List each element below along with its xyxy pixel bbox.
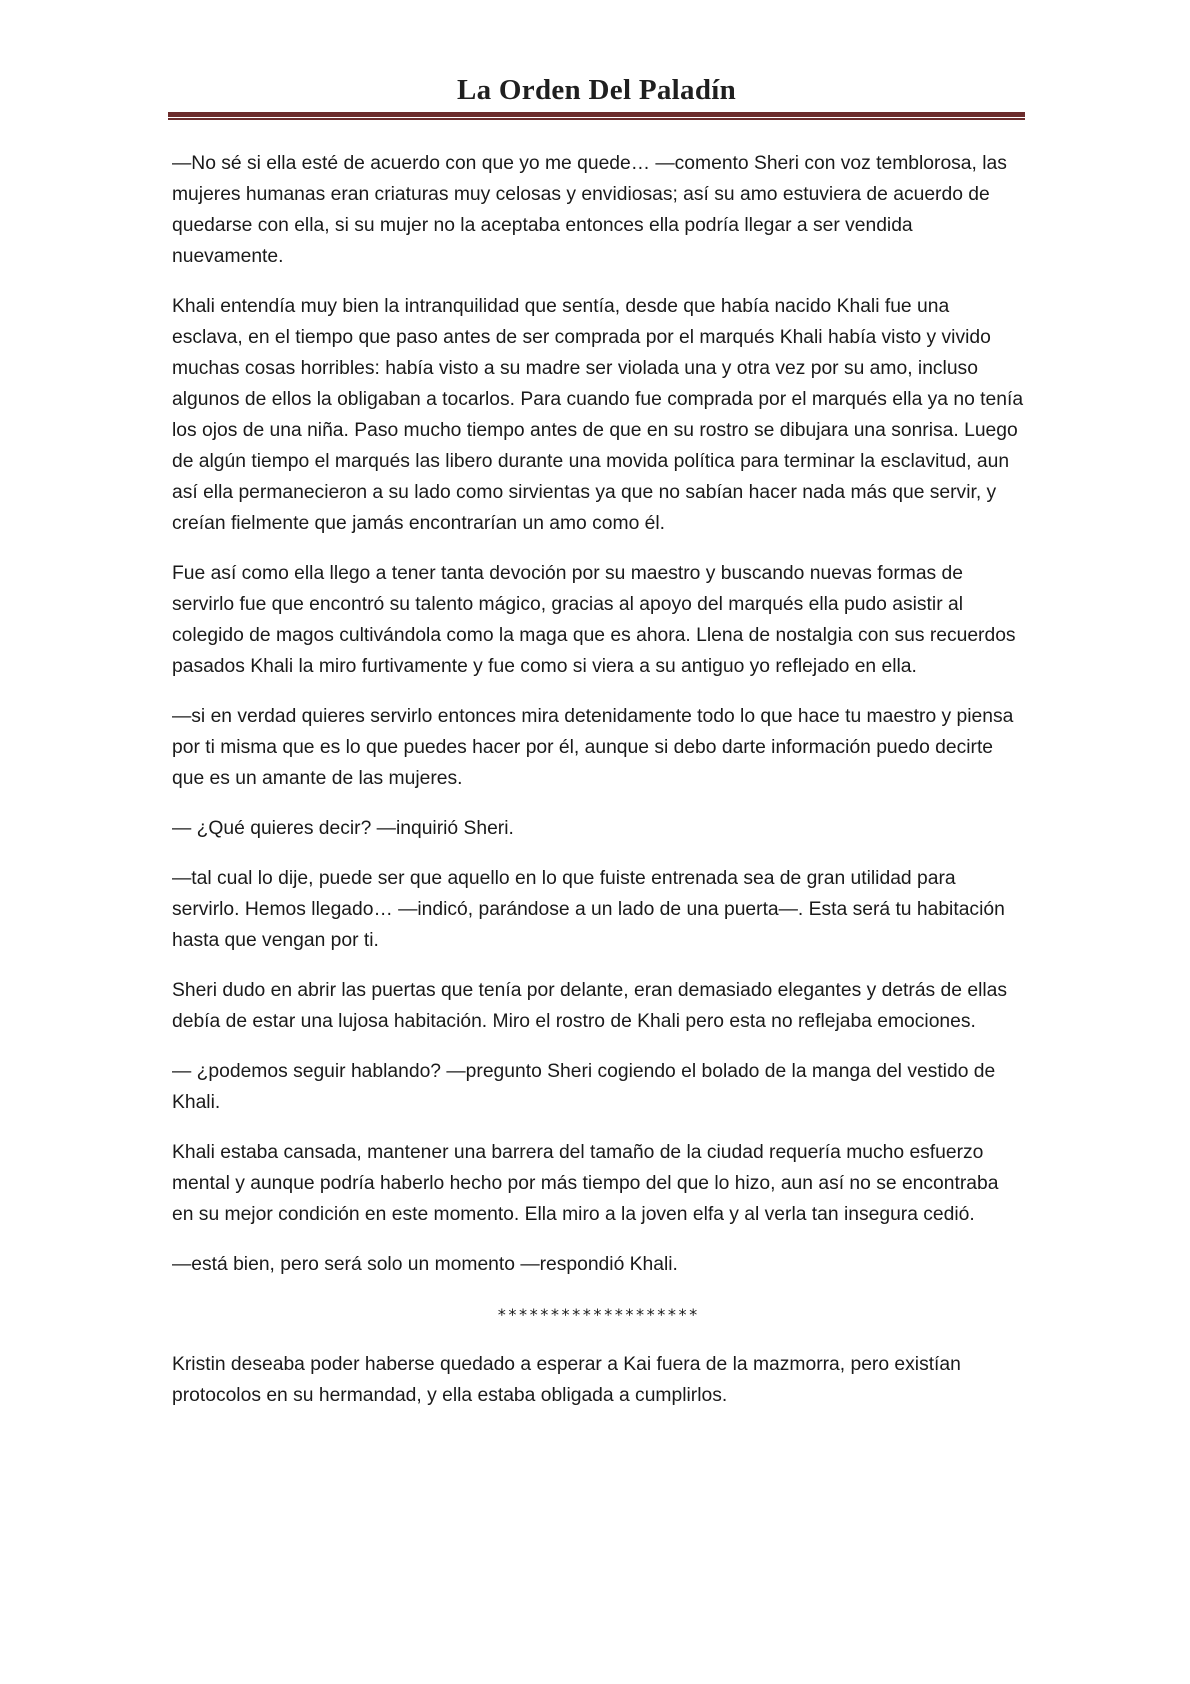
page-header <box>168 70 1025 110</box>
header-divider-thin-line <box>168 118 1025 120</box>
paragraph: —tal cual lo dije, puede ser que aquello en lo que fuiste entrenada sea de gran utilidad para servirlo. Hemos llegado… —indicó, parándose a un lado de una puerta—. Esta será tu habitación hasta que vengan por ti. <box>172 868 1005 951</box>
scene-break-separator: ******************* <box>496 1305 700 1324</box>
paragraph: Khali entendía muy bien la intranquilidad que sentía, desde que había nacido Khali fue una esclava, en el tiempo que paso antes de ser comprada por el marqués Khali había visto y vivido muchas cosas horribles: había visto a su madre ser violada una y otra vez por su amo, incluso algunos de ellos la obligaban a tocarlos. Para cuando fue comprada por el marqués ella ya no tenía los ojos de una niña. Paso mucho tiempo antes de que en su rostro se dibujara una sonrisa. Luego de algún tiempo el marqués las libero durante una movida política para terminar la esclavitud, aun así ella permanecieron a su lado como sirvientas ya que no sabían hacer nada más que servir, y creían fielmente que jamás encontrarían un amo como él. <box>172 296 1024 534</box>
paragraph: —si en verdad quieres servirlo entonces mira detenidamente todo lo que hace tu maestro y piensa por ti misma que es lo que puedes hacer por él, aunque si debo darte información puedo decirte que es un amante de las mujeres. <box>172 706 1014 789</box>
paragraph: Kristin deseaba poder haberse quedado a esperar a Kai fuera de la mazmorra, pero existían protocolos en su hermandad, y ella estaba obligada a cumplirlos. <box>172 1354 961 1406</box>
paragraph: Khali estaba cansada, mantener una barrera del tamaño de la ciudad requería mucho esfuerzo mental y aunque podría haberlo hecho por más tiempo del que lo hizo, aun así no se encontraba en su mejor condición en este momento. Ella miro a la joven elfa y al verla tan insegura cedió. <box>172 1142 999 1225</box>
paragraph: Fue así como ella llego a tener tanta devoción por su maestro y buscando nuevas formas de servirlo fue que encontró su talento mágico, gracias al apoyo del marqués ella pudo asistir al colegido de magos cultivándola como la maga que es ahora. Llena de nostalgia con sus recuerdos pasados Khali la miro furtivamente y fue como si viera a su antiguo yo reflejado en ella. <box>172 563 1016 677</box>
book-title: La Orden Del Paladín <box>456 74 737 106</box>
header-divider <box>168 112 1025 120</box>
page-body <box>172 148 1024 1430</box>
paragraph: Sheri dudo en abrir las puertas que tenía por delante, eran demasiado elegantes y detrás de ellas debía de estar una lujosa habitación. Miro el rostro de Khali pero esta no reflejaba emociones. <box>172 980 1007 1032</box>
paragraph: — ¿podemos seguir hablando? —pregunto Sheri cogiendo el bolado de la manga del vestido de Khali. <box>172 1061 996 1113</box>
paragraph: —No sé si ella esté de acuerdo con que yo me quede… —comento Sheri con voz temblorosa, las mujeres humanas eran criaturas muy celosas y envidiosas; así su amo estuviera de acuerdo de quedarse con ella, si su mujer no la aceptaba entonces ella podría llegar a ser vendida nuevamente. <box>172 153 1007 267</box>
paragraph: — ¿Qué quieres decir? —inquirió Sheri. <box>172 818 514 839</box>
header-divider-thick-line <box>168 112 1025 117</box>
paragraph: —está bien, pero será solo un momento —respondió Khali. <box>172 1254 678 1275</box>
